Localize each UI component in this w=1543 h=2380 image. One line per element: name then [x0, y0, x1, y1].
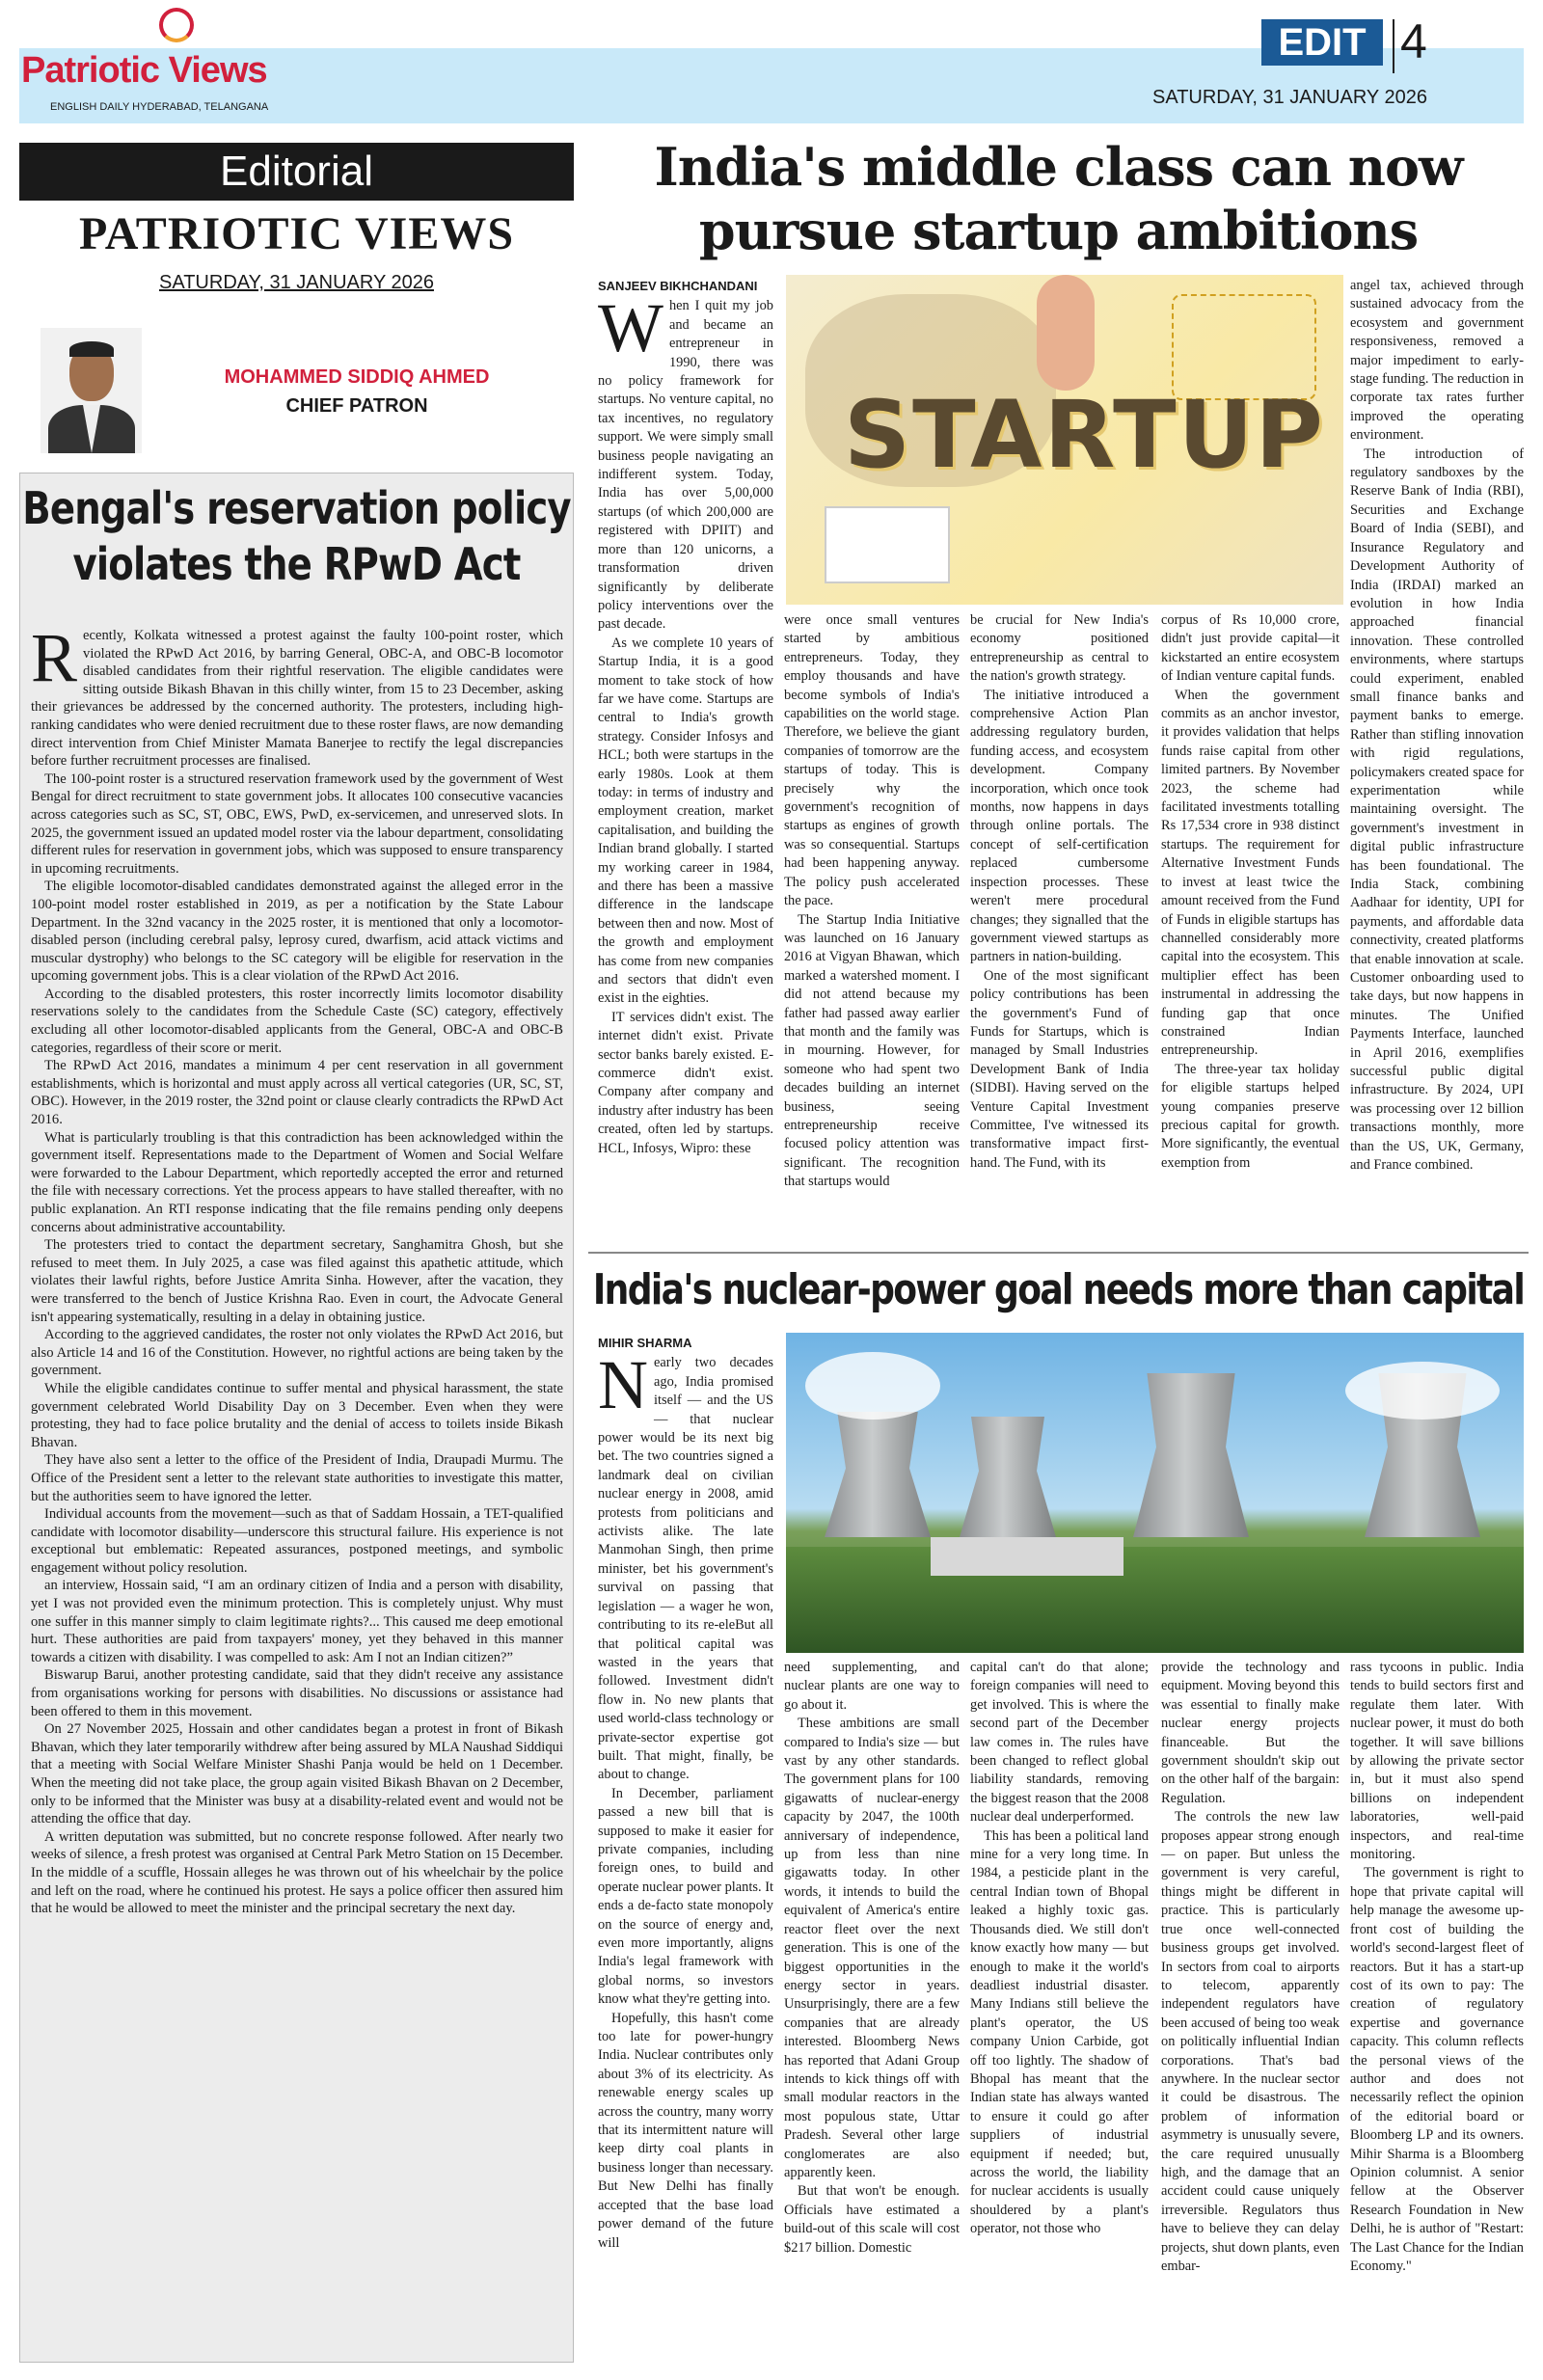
paragraph: corpus of Rs 10,000 crore, didn't just provide capital—it kickstarted an entire ecosystem of Indian venture capital funds. [1161, 612, 1340, 685]
page-number: 4 [1400, 14, 1427, 68]
startup-col-1 [598, 277, 773, 1246]
paragraph: The introduction of regulatory sandboxes by the Reserve Bank of India (RBI), Securities and Exchange Board of India (SEBI), and Insurance Regulatory and Development Authority of India (IRDAI) marked an evolution in how India approached financial innovation. These controlled environments, where startups could experiment, enabled small finance banks and payment banks to emerge. Rather than stifling innovation with rigid regulations, policymakers created space for experimentation while maintaining oversight. The government's investment in digital public infrastructure has been foundational. The India Stack, combining Aadhaar for identity, UPI for payments, and affordable data connectivity, created platforms that enable innovation at scale. Customer onboarding used to take days, but now happens in minutes. The Unified Payments Interface, launched in April 2016, exemplifies successful public digital infrastructure. By 2024, UPI was processing over 12 billion transactions monthly, more than the US, UK, Germany, and France combined. [1350, 446, 1524, 1174]
paragraph: According to the aggrieved candidates, the roster not only violates the RPwD Act 2016, but also Article 14 and 16 of the Constitution. However, no rightful actions are being taken by the government. [31, 1327, 563, 1379]
startup-col-5 [1350, 277, 1524, 1246]
paragraph: But that won't be enough. Officials have estimated a build-out of this scale will cost $217 billion. Domestic [784, 2183, 960, 2256]
paragraph: The Startup India Initiative was launched on 16 January 2016 at Vigyan Bhawan, which marked a watershed moment. I did not attend because my father had passed away earlier that month and the family was in mourning. However, for someone who had spent two decades building an internet business, seeing entrepreneurship receive focused policy attention was significant. The recognition that startups would [784, 911, 960, 1190]
paragraph: The eligible locomotor-disabled candidates demonstrated against the alleged error in the 100-point model roster established in 2019, as per a notification by the State Labour Department. In the 32nd vacancy in the 2025 roster, it is mentioned that only a locomotor-disabled person (including cerebral palsy, leprosy cured, dwarfism, acid attack victims and muscular dystrophy) who belongs to the SC category will be eligible for reservation in the upcoming government jobs. This is a clear violation of the RPwD Act 2016. [31, 879, 563, 985]
paragraph: According to the disabled protesters, this roster incorrectly limits locomotor disability reservations solely to the candidates from the Schedule Caste (SC) category, effectively excluding all other locomotor-disabled applicants from the General, OBC-A and OBC-B categories, regardless of their score or merit. [31, 986, 563, 1056]
nuclear-col-3 [970, 1659, 1149, 2364]
startup-image-word: STARTUP [844, 381, 1325, 489]
paragraph: provide the technology and equipment. Moving beyond this was essential to finally make nuclear energy projects financeable. But the government shouldn't skip out on the other half of the bargain: Regulation. [1161, 1660, 1340, 1806]
pen-nib-logo-icon [159, 8, 194, 42]
editorial-bar: Editorial [19, 143, 574, 201]
startup-headline[interactable]: India's middle class can now pursue startup ambitions [654, 136, 1463, 261]
paragraph: These ambitions are small compared to India's size — but vast by any other standards. The government plans for 100 gigawatts of nuclear-energy capacity by 2047, the 100th anniversary of independence, up from less than nine gigawatts today. In other words, it intends to build the equivalent of America's entire reactor fleet over the next generation. This is one of the biggest opportunities in the energy sector in years. Unsurprisingly, there are a few companies that are already interested. Bloomberg News has reported that Adani Group intends to kick things off with small modular reactors in the most populous state, Uttar Pradesh. Several other large conglomerates are also apparently keen. [784, 1716, 960, 2180]
paragraph: angel tax, achieved through sustained advocacy from the ecosystem and government responsiveness, removed a major impediment to early-stage funding. The reduction in corporate tax rates further improved the operating environment. [1350, 278, 1524, 444]
paragraph: Individual accounts from the movement—such as that of Saddam Hossain, a TET-qualified candidate with locomotor disability—underscore this structural failure. His experience is not exceptional but emblematic: Repeated assurances, postponed meetings, and symbolic engagement without policy resolution. [31, 1506, 563, 1576]
paragraph: On 27 November 2025, Hossain and other candidates began a protest in front of Bikash Bhavan, which they later temporarily withdrew after being assured by MLA Naushad Siddiqui that a meeting with Social Welfare Minister Shashi Panja would be held on 1 December. When the meeting did not take place, the group again visited Bikash Bhavan on 2 December, only to be informed that the Minister was busy at a disability-related event and would not be attending the office that day. [31, 1721, 563, 1827]
nuclear-plant-photo [786, 1333, 1524, 1653]
startup-author: SANJEEV BIKHCHANDANI [598, 279, 758, 293]
paragraph: As we complete 10 years of Startup India, it is a good moment to take stock of how far we have come. Startups are central to India's growth strategy. Consider Infosys and HCL; both were startups in the early 1980s. Look at them today: in terms of industry and employment creation, market capitalisation, and building the Indian brand globally. I started my working career in 1984, and there has been a massive difference in the landscape between then and now. Most of the growth and employment has come from new companies and sectors that didn't even exist in the eighties. [598, 635, 773, 1007]
paragraph: This has been a political land mine for a very long time. In 1984, a pesticide plant in the central Indian town of Bhopal leaked a highly toxic gas. Thousands died. We still don't know exactly how many — but enough to make it the world's deadliest industrial disaster. Many Indians still believe the plant's operator, the US company Union Carbide, got off too lightly. The shadow of Bhopal has meant that the Indian state has always wanted to ensure it could go after suppliers of industrial equipment if needed; but, across the world, the liability for nuclear accidents is usually shouldered by a plant's operator, not those who [970, 1827, 1149, 2237]
paragraph: The initiative introduced a comprehensive Action Plan addressing regulatory burden, funding access, and ecosystem development. Company incorporation, which once took months, now happens in days through online portals. The concept of self-certification replaced cumbersome inspection processes. These weren't mere procedural changes; they signalled that the government viewed startups as partners in nation-building. [970, 687, 1149, 965]
startup-col-2 [784, 611, 960, 1246]
paragraph: IT services didn't exist. The internet didn't exist. Private sector banks barely existed. E-commerce didn't exist. Company after company and industry after industry has been created, often led by startups. HCL, Infosys, Wipro: these [598, 1009, 773, 1156]
paragraph: were once small ventures started by ambitious entrepreneurs. Today, they employ thousands and have become symbols of India's capabilities on the world stage. Therefore, we believe the giant companies of tomorrow are the startups of today. This is precisely why the government's recognition of startups as engines of growth was so consequential. Startups had been happening anyway. The policy push accelerated the pace. [784, 612, 960, 909]
paragraph: The protesters tried to contact the department secretary, Sanghamitra Ghosh, but she refused to meet them. In July 2025, a case was filed against this apathetic attitude, which violates their lawful rights, before Justice Amrita Sinha. However, after the vacation, they were transferred to the bench of Justice Krishna Rao. Even in court, the Advocate General isn't appearing systematically, resulting in a delay in obtaining justice. [31, 1237, 563, 1325]
patron-role: CHIEF PATRON [285, 395, 428, 417]
paragraph: In December, parliament passed a new bill that is supposed to make it easier for private companies, including foreign ones, to build and operate nuclear power plants. It ends a de-facto state monopoly on the source of energy and, even more importantly, aligns India's legal framework with global norms, so investors know what they're getting into. [598, 1785, 773, 2008]
paragraph: The 100-point roster is a structured reservation framework used by the government of West Bengal for direct recruitment to state government jobs. It allocates 100 consecutive vacancies across categories such as SC, ST, OBC, EWS, PwD, ex-servicemen, and unreserved slots. In 2025, the government issued an updated model roster via the labour department, consolidating different rules for reservation in government jobs, which was supposed to ensure transparency in upcoming recruitments. [31, 771, 563, 877]
section-divider [588, 1252, 1529, 1254]
paragraph: While the eligible candidates continue to suffer mental and physical harassment, the state government celebrated World Disability Day on 3 December. Even when they were protesting, they had to face police brutality and the denial of access to toilets inside Bikash Bhavan. [31, 1380, 563, 1450]
nuclear-author: MIHIR SHARMA [598, 1336, 692, 1350]
tagline: ENGLISH DAILY HYDERABAD, TELANGANA [50, 101, 269, 113]
startup-col-4 [1161, 611, 1340, 1246]
editorial-date: SATURDAY, 31 JANUARY 2026 [159, 272, 434, 293]
paragraph: The controls the new law proposes appear strong enough — on paper. But unless the government is very careful, things might be different in practice. This is particularly true once well-connected business groups get involved. In sectors from coal to airports to telecom, apparently independent regulators have been accused of being too weak on politically influential Indian corporations. That's bad anywhere. In the nuclear sector it could be disastrous. The problem of information asymmetry is unusually severe, the care required unusually high, and the damage that an accident could cause uniquely irreversible. Regulators thus have to believe they can delay projects, shut down plants, even embar- [1161, 1809, 1340, 2274]
paragraph: The RPwD Act 2016, mandates a minimum 4 per cent reservation in all government establishments, which is horizontal and must apply across all vertical categories (UR, SC, ST, OBC). However, in the 2019 roster, the 32nd point or clause clearly contradicts the RPwD Act 2016. [31, 1058, 563, 1128]
section-label: EDIT [1261, 19, 1383, 66]
paragraph: capital can't do that alone; foreign companies will need to get involved. This is where the second part of the December law comes in. The rules have been changed to reflect global liability standards, removing the biggest reason that the 2008 nuclear deal underperformed. [970, 1660, 1149, 1826]
bengal-article-body [31, 627, 563, 2363]
patron-photo [41, 328, 142, 453]
paragraph: an interview, Hossain said, “I am an ordinary citizen of India and a person with disability, yet I was not provided even the minimum protection. This is completely unjust. Why must one suffer in this manner simply to claim legitimate rights?... This caused me deep emotional hurt. These authorities are paid from taxpayers' money, yet they behaved in this manner towards a citizen with disability. I was compelled to ask: Am I not an Indian citizen?” [31, 1578, 563, 1665]
paragraph: What is particularly troubling is that this contradiction has been acknowledged within the government itself. Representations made to the Department of Women and Social Welfare were forwarded to the Labour Department, which reportedly accepted the error and returned the file with necessary corrections. Yet the process appears to have stalled thereafter, with no public explanation. An RTI response indicating that the file remains pending only deepens concerns about administrative accountability. [31, 1129, 563, 1235]
paragraph: ecently, Kolkata witnessed a protest against the faulty 100-point roster, which violated the RPwD Act 2016, by barring General, OBC-A, and OBC-B locomotor disabled candidates from their rightful reservation. The eligible candidates were sitting outside Bikash Bhavan in this chilly winter, from 15 to 23 December, asking their grievances be addressed by the concerned authority. The protesters, including high-ranking candidates who were denied recruitment due to these roster flaws, are now demanding direct intervention from Chief Minister Mamata Banerjee to rectify the legal discrepancies before further recruitment processes are finalised. [31, 628, 563, 770]
startup-illustration [786, 275, 1343, 605]
bengal-headline[interactable]: Bengal's reservation policy violates the RPwD Act [22, 482, 571, 590]
divider [1393, 19, 1394, 73]
paragraph: The three-year tax holiday for eligible startups helped young companies preserve precious capital for growth. More significantly, the eventual exemption from [1161, 1061, 1340, 1171]
paragraph: rass tycoons in public. India tends to build sectors first and regulate them later. With nuclear power, it must do both together. It will save billions by allowing the private sector in, but it must also spend billions on independent laboratories, well-paid inspectors, and real-time monitoring. [1350, 1660, 1524, 1863]
paragraph: The government is right to hope that private capital will help manage the awesome up-front cost of building the world's second-largest fleet of reactors. But it has a start-up cost of its own to pay: The creation of regulatory expertise and governance capacity. This column reflects the personal views of the author and does not necessarily reflect the opinion of the editorial board or Bloomberg LP and its owners. Mihir Sharma is a Bloomberg Opinion columnist. A senior fellow at the Observer Research Foundation in New Delhi, he is author of "Restart: The Last Chance for the Indian Economy." [1350, 1865, 1524, 2274]
paragraph: hen I quit my job and became an entrepreneur in 1990, there was no policy framework for startups. No venture capital, no tax incentives, no regulatory support. We were simply small business people navigating an indifferent system. Today, India has over 5,00,000 startups (of which 200,000 are registered with DPIIT) and more than 120 unicorns, a transformation driven significantly by deliberate policy interventions over the past decade. [598, 298, 773, 633]
nuclear-col-2 [784, 1659, 960, 2364]
paragraph: need supplementing, and nuclear plants are one way to go about it. [784, 1660, 960, 1713]
nuclear-headline[interactable]: India's nuclear-power goal needs more than capital [592, 1265, 1525, 1314]
nuclear-col-5 [1350, 1659, 1524, 2364]
drop-cap: N [598, 1346, 648, 1424]
patron-name: MOHAMMED SIDDIQ AHMED [224, 366, 490, 388]
paragraph: They have also sent a letter to the office of the President of India, Draupadi Murmu. The Office of the President sent a letter to the relevant state authorities to investigate this matter, but the authorities seem to have ignored the letter. [31, 1452, 563, 1504]
paragraph: be crucial for New India's economy positioned entrepreneurship as central to the nation's growth strategy. [970, 612, 1149, 685]
paragraph: Hopefully, this hasn't come too late for power-hungry India. Nuclear contributes only about 3% of its electricity. As renewable energy scales up across the country, many worry that its intermittent nature will keep dirty coal plants in business longer than necessary. But New Delhi has finally accepted that the base load power demand of the future will [598, 2010, 773, 2251]
drop-cap: W [598, 289, 663, 367]
paragraph: early two decades ago, India promised itself — and the US — that nuclear power would be its next big bet. The two countries signed a landmark deal on civilian nuclear energy in 2008, amid protests from politicians and activists alike. The late Manmohan Singh, then prime minister, bet his government's survival on passing that legislation — a wager he won, contributing to its re-eleBut all that political capital was wasted in the years that followed. Investment didn't flow in. No new plants that used world-class technology or private-sector expertise got built. That might, finally, be about to change. [598, 1355, 773, 1783]
editorial-title: PATRIOTIC VIEWS [78, 208, 515, 259]
startup-col-3 [970, 611, 1149, 1246]
paragraph: A written deputation was submitted, but no concrete response followed. After nearly two weeks of silence, a fresh protest was organised at Central Park Metro Station on 15 December. In the middle of a scuffle, Hossain alleges he was thrown out of his wheelchair by the police and left on the road, where he continued his protest. He says a police officer then assured him that he would be allowed to meet the minister and the principal secretary the next day. [31, 1828, 563, 1917]
header-date: SATURDAY, 31 JANUARY 2026 [1152, 87, 1427, 108]
logo[interactable]: Patriotic Views [21, 50, 267, 91]
paragraph: When the government commits as an anchor investor, it provides validation that helps funds raise capital from other limited partners. By November 2023, the scheme had facilitated investments totalling Rs 17,534 crore in 938 distinct startups. The requirement for Alternative Investment Funds to invest at least twice the amount received from the Fund of Funds in eligible startups has channelled considerably more capital into the ecosystem. This multiplier effect has been instrumental in addressing the funding gap that once constrained Indian entrepreneurship. [1161, 687, 1340, 1059]
nuclear-col-4 [1161, 1659, 1340, 2364]
drop-cap: R [31, 627, 78, 696]
nuclear-col-1 [598, 1334, 773, 2364]
paragraph: Biswarup Barui, another protesting candidate, said that they didn't receive any assistance from organisations working for persons with disabilities. No discussions or assistance had been offered to them in this movement. [31, 1667, 563, 1719]
paragraph: One of the most significant policy contributions has been the government's Fund of Funds for Startups, which is managed by Small Industries Development Bank of India (SIDBI). Having served on the Venture Capital Investment Committee, I've witnessed its transformative impact first-hand. The Fund, with its [970, 967, 1149, 1171]
